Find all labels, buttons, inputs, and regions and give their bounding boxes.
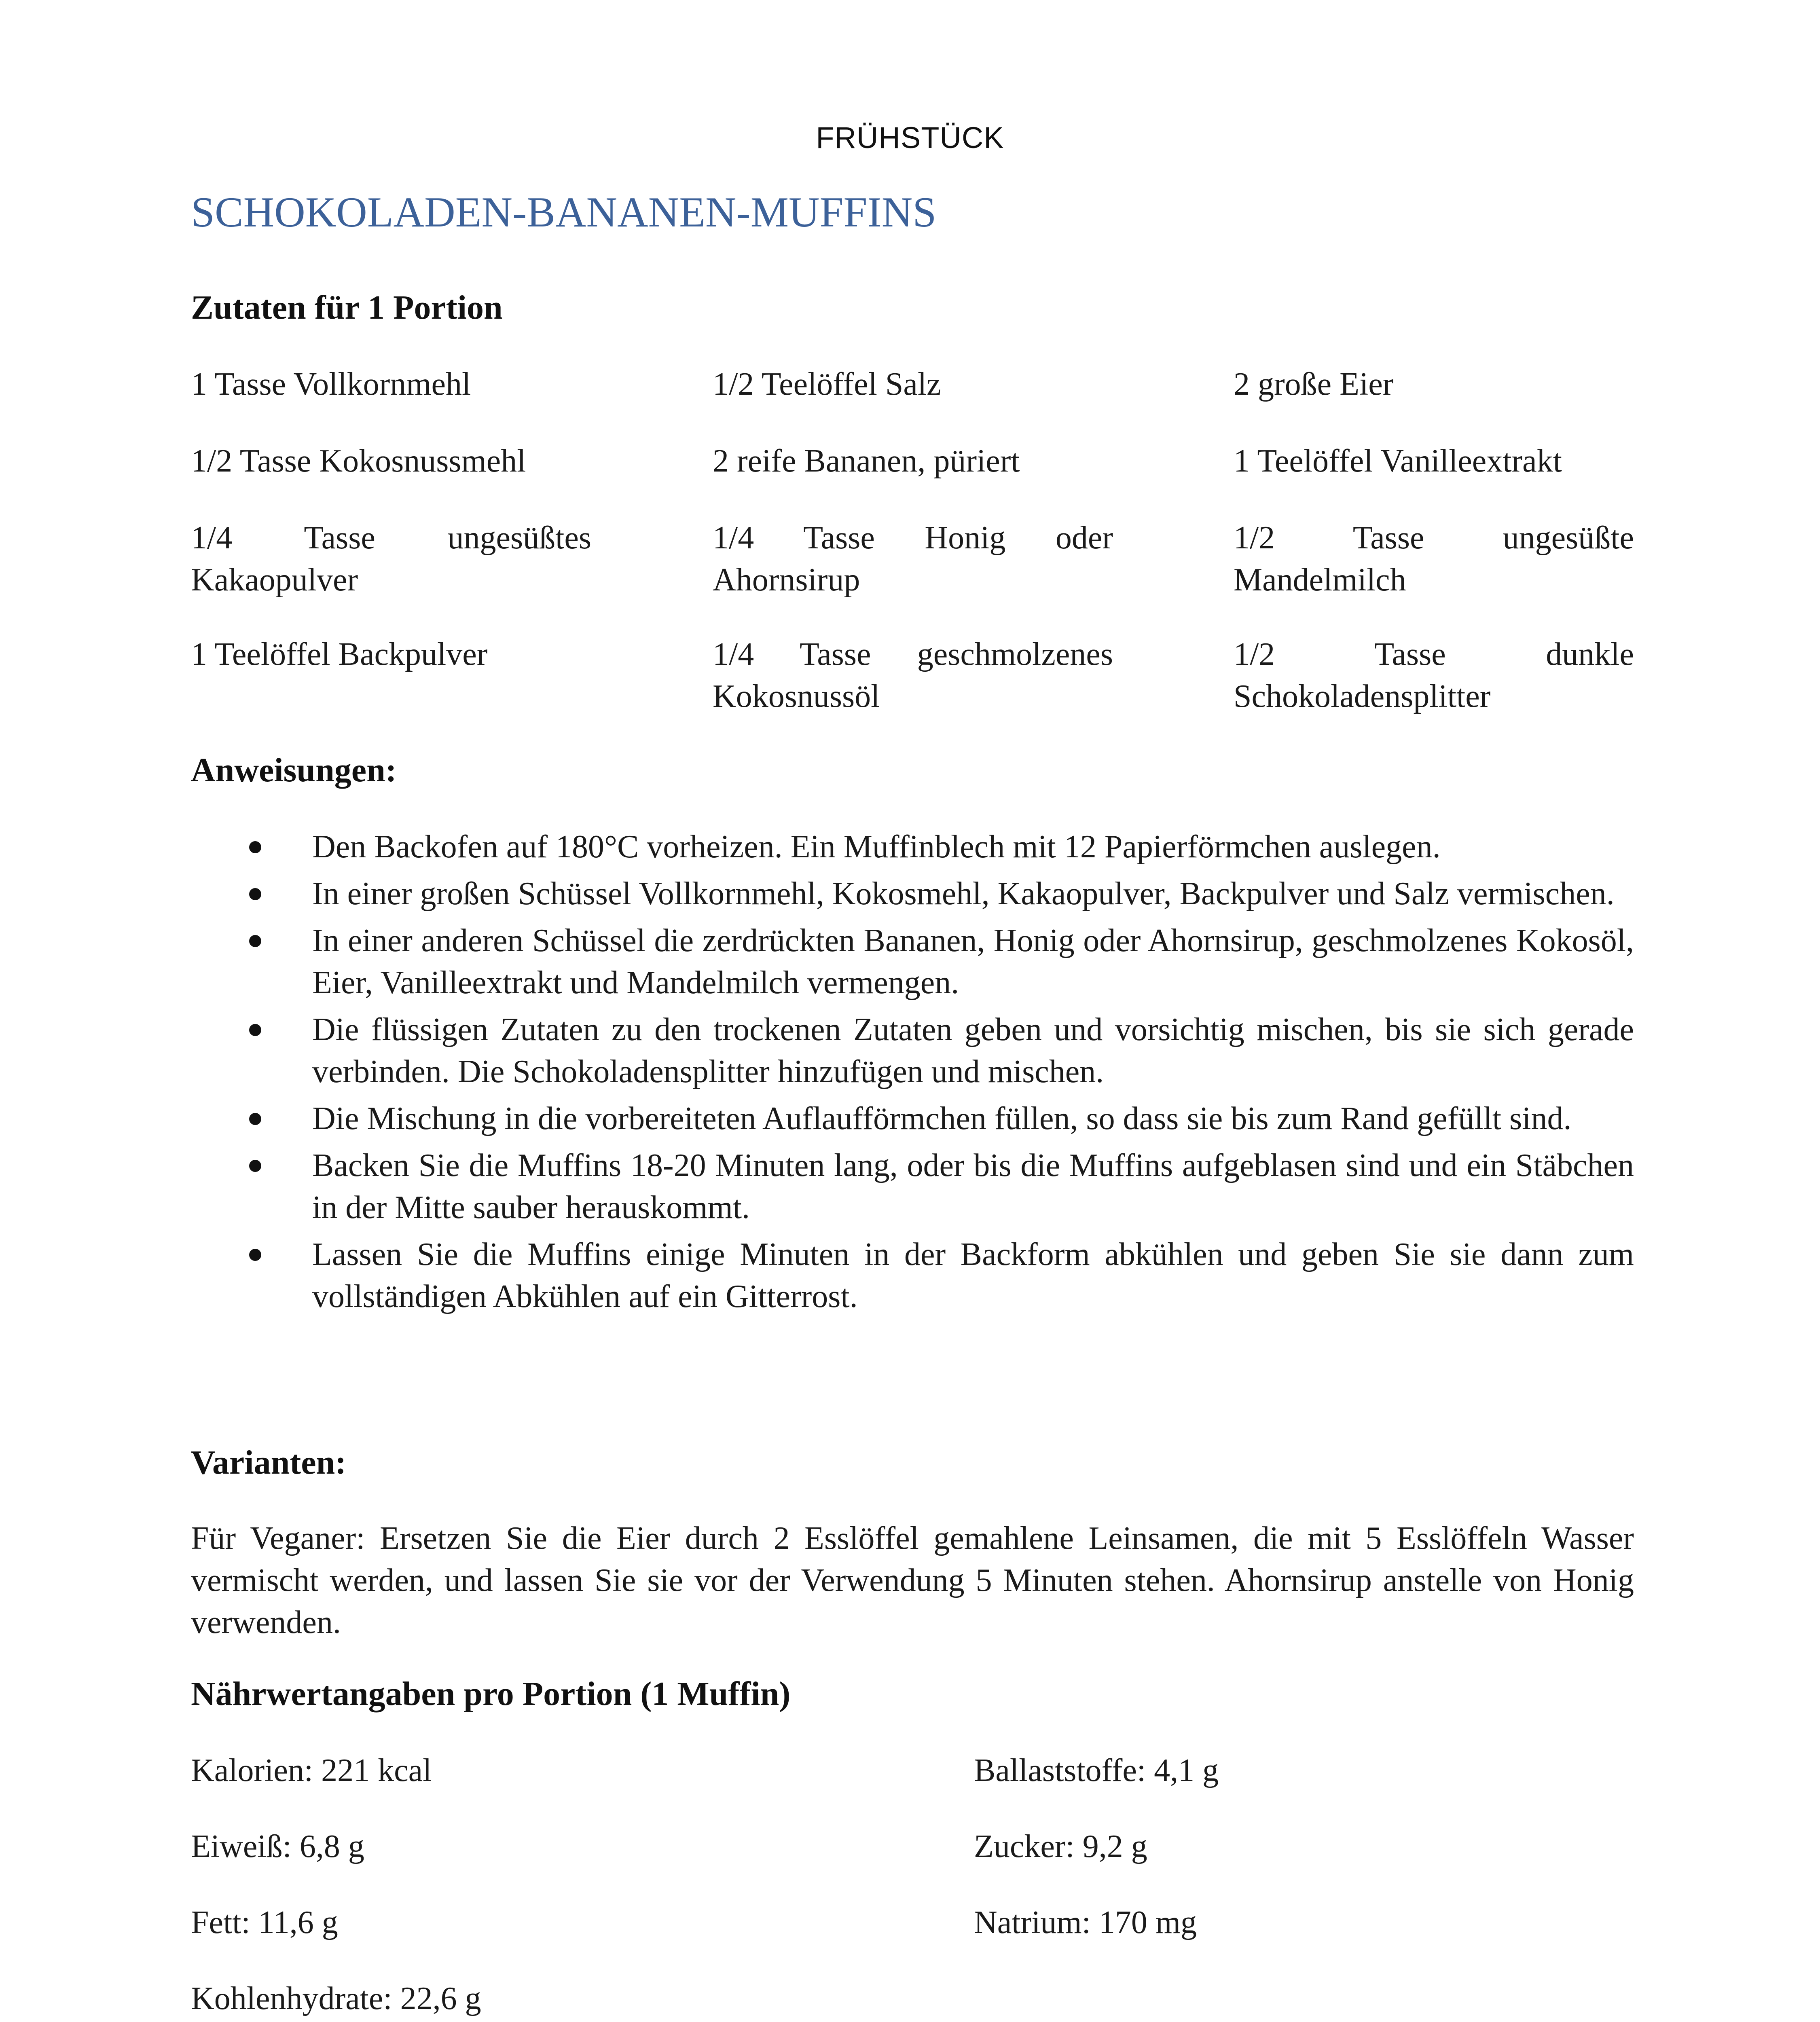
list-item: In einer großen Schüssel Vollkornmehl, Kokosmehl, Kakaopulver, Backpulver und Salz vermischen. — [191, 873, 1634, 915]
ingredient-item: 1 Teelöffel Backpulver — [191, 637, 488, 672]
instructions-list — [191, 826, 1634, 1322]
list-item: Die Mischung in die vorbereiteten Auflaufförmchen füllen, so dass sie bis zum Rand gefüllt sind. — [191, 1098, 1634, 1140]
bullet-icon — [249, 1249, 261, 1261]
recipe-title: SCHOKOLADEN-BANANEN-MUFFINS — [191, 188, 937, 236]
ingredient-item: 1/4 Tasse geschmolzenes Kokosnussöl — [713, 637, 1113, 714]
ingredient-item: 1 Tasse Vollkornmehl — [191, 366, 471, 402]
list-item: Backen Sie die Muffins 18-20 Minuten lang, oder bis die Muffins aufgeblasen sind und ein Stäbchen in der Mitte sauber herauskommt. — [191, 1144, 1634, 1229]
nutrition-sugar: Zucker: 9,2 g — [974, 1829, 1147, 1864]
list-item: In einer anderen Schüssel die zerdrückten Bananen, Honig oder Ahornsirup, geschmolzenes Kokosöl, Eier, Vanilleextrakt und Mandelmilch vermengen. — [191, 920, 1634, 1004]
ingredient-item: 1/4 Tasse ungesüßtes Kakaopulver — [191, 520, 591, 598]
bullet-icon — [249, 888, 261, 900]
instructions-heading: Anweisungen: — [191, 751, 397, 789]
ingredient-item: 1/2 Teelöffel Salz — [713, 366, 941, 402]
nutrition-sodium: Natrium: 170 mg — [974, 1905, 1197, 1940]
ingredient-item: 1 Teelöffel Vanilleextrakt — [1234, 443, 1562, 479]
ingredient-item: 1/4 Tasse Honig oder Ahornsirup — [713, 520, 1113, 598]
nutrition-calories: Kalorien: 221 kcal — [191, 1753, 432, 1788]
nutrition-carbs: Kohlenhydrate: 22,6 g — [191, 1981, 481, 2016]
bullet-icon — [249, 841, 261, 853]
nutrition-fiber: Ballaststoffe: 4,1 g — [974, 1753, 1219, 1788]
ingredient-item: 1/2 Tasse ungesüßte Mandelmilch — [1234, 520, 1634, 598]
bullet-icon — [249, 935, 261, 947]
running-header: FRÜHSTÜCK — [816, 121, 1004, 154]
bullet-icon — [249, 1024, 261, 1036]
bullet-icon — [249, 1113, 261, 1125]
list-item: Lassen Sie die Muffins einige Minuten in der Backform abkühlen und geben Sie sie dann zum vollständigen Abkühlen auf ein Gitterrost. — [191, 1233, 1634, 1318]
ingredient-item: 1/2 Tasse dunkle Schokoladensplitter — [1234, 637, 1634, 714]
ingredients-heading: Zutaten für 1 Portion — [191, 289, 503, 326]
ingredient-item: 2 große Eier — [1234, 366, 1394, 402]
nutrition-heading: Nährwertangaben pro Portion (1 Muffin) — [191, 1675, 791, 1713]
ingredient-item: 1/2 Tasse Kokosnussmehl — [191, 443, 526, 479]
ingredient-item: 2 reife Bananen, püriert — [713, 443, 1020, 479]
nutrition-protein: Eiweiß: 6,8 g — [191, 1829, 364, 1864]
variants-heading: Varianten: — [191, 1444, 347, 1481]
bullet-icon — [249, 1160, 261, 1172]
list-item: Den Backofen auf 180°C vorheizen. Ein Muffinblech mit 12 Papierförmchen auslegen. — [191, 826, 1634, 868]
variants-text: Für Veganer: Ersetzen Sie die Eier durch 2 Esslöffel gemahlene Leinsamen, die mit 5 Esslöffeln Wasser vermischt werden, und lassen Sie sie vor der Verwendung 5 Minuten stehen. Ahornsirup anstelle von Honig verwenden. — [191, 1521, 1634, 1640]
nutrition-fat: Fett: 11,6 g — [191, 1905, 338, 1940]
list-item: Die flüssigen Zutaten zu den trockenen Zutaten geben und vorsichtig mischen, bis sie sich gerade verbinden. Die Schokoladensplitter hinzufügen und mischen. — [191, 1009, 1634, 1093]
